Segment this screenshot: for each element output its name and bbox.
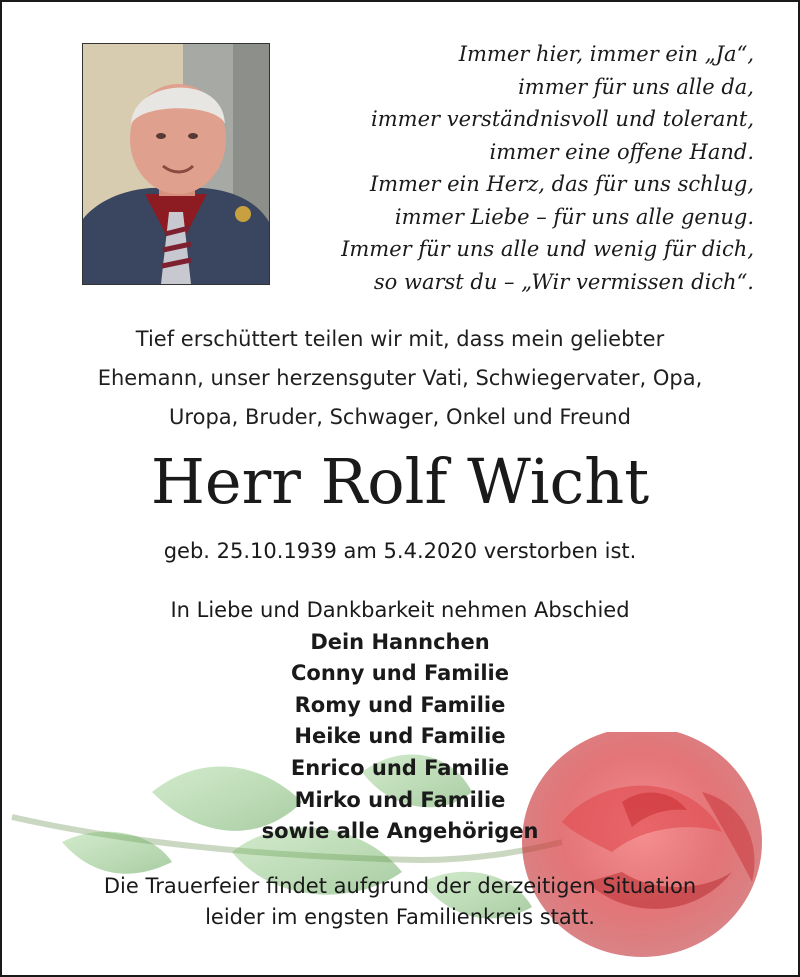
life-dates: geb. 25.10.1939 am 5.4.2020 verstorben ist.: [163, 539, 637, 563]
announcement-line: Tief erschüttert teilen wir mit, dass mein geliebter: [135, 327, 665, 351]
portrait-photo: [82, 43, 270, 285]
mourner-name: Heike und Familie: [294, 724, 506, 749]
mourner-name: Mirko und Familie: [294, 787, 506, 812]
mourners-list: [2, 595, 798, 848]
poem-line: so warst du – „Wir vermissen dich“.: [373, 269, 754, 294]
mourner-name: Conny und Familie: [291, 661, 509, 686]
poem-line: immer verständnisvoll und tolerant,: [371, 107, 754, 131]
mourner-name: Dein Hannchen: [310, 629, 490, 654]
person-portrait-icon: [83, 44, 269, 284]
mourner-name: Romy und Familie: [294, 692, 506, 717]
deceased-name: Herr Rolf Wicht: [150, 445, 650, 518]
poem-line: Immer für uns alle und wenig für dich,: [341, 237, 754, 261]
announcement-text: [2, 320, 798, 437]
poem-line: immer Liebe – für uns alle genug.: [394, 204, 754, 229]
funeral-note-line: Die Trauerfeier findet aufgrund der derzeitigen Situation: [103, 874, 697, 898]
mourner-name: sowie alle Angehörigen: [261, 819, 539, 844]
poem-line: immer eine offene Hand.: [489, 139, 754, 164]
announcement-line: Uropa, Bruder, Schwager, Onkel und Freund: [169, 405, 631, 429]
funeral-note-line: leider im engsten Familienkreis statt.: [205, 905, 595, 929]
mourners-intro: In Liebe und Dankbarkeit nehmen Abschied: [170, 598, 630, 622]
funeral-note: [2, 871, 798, 933]
poem-line: immer für uns alle da,: [518, 74, 754, 99]
poem-line: Immer hier, immer ein „Ja“,: [458, 42, 754, 66]
mourner-name: Enrico und Familie: [290, 755, 510, 780]
announcement-line: Ehemann, unser herzensguter Vati, Schwiegervater, Opa,: [97, 366, 703, 390]
poem: [284, 38, 754, 298]
poem-line: Immer ein Herz, das für uns schlug,: [369, 172, 754, 196]
